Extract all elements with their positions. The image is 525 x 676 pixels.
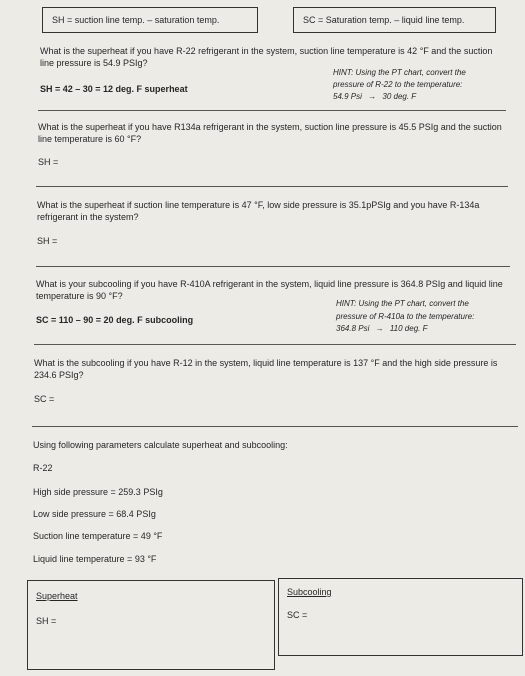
sc-formula: SC = Saturation temp. – liquid line temp. (303, 15, 465, 25)
final-intro: Using following parameters calculate superheat and subcooling: (33, 440, 288, 450)
q5-answer: SC = (34, 394, 55, 404)
sh-formula-box (42, 7, 258, 33)
q2-answer: SH = (38, 157, 59, 167)
subcooling-answer-box (278, 578, 523, 656)
arrow-right-icon: → (375, 324, 384, 333)
divider-5 (32, 426, 518, 427)
q4-answer: SC = 110 – 90 = 20 deg. F subcooling (36, 315, 194, 325)
q3-answer: SH = (37, 236, 58, 246)
q3-text: What is the superheat if suction line temperature is 47 °F, low side pressure is 35.1pPSIg and you have R-134a refrigerant in the system? (37, 200, 480, 222)
superheat-answer-box (27, 580, 275, 670)
final-refrigerant: R-22 (33, 463, 53, 473)
divider-3 (36, 266, 510, 267)
superheat-title: Superheat (36, 591, 78, 601)
final-suction-temp: Suction line temperature = 49 °F (33, 531, 163, 541)
q1-text: What is the superheat if you have R-22 refrigerant in the system, suction line temperature is 42 °F and the suction line pressure is 54.9 PSIg? (40, 46, 493, 68)
q4-hint-from: 364.8 Psi (336, 324, 370, 333)
subcooling-title: Subcooling (287, 587, 332, 597)
q5-text: What is the subcooling if you have R-12 in the system, liquid line temperature is 137 °F and the high side pressure is 234.6 PSIg? (34, 358, 498, 380)
arrow-right-icon: → (368, 92, 377, 101)
divider-2 (36, 186, 508, 187)
final-low-side: Low side pressure = 68.4 PSIg (33, 509, 156, 519)
q1-hint-conversion (333, 91, 416, 103)
q4-text: What is your subcooling if you have R-410A refrigerant in the system, liquid line pressure is 364.8 PSIg and liquid line temperature is 90 °F? (36, 279, 503, 301)
q4-hint-conversion (336, 323, 427, 335)
final-liquid-temp: Liquid line temperature = 93 °F (33, 554, 157, 564)
q4-hint-to: 110 deg. F (389, 324, 428, 333)
q4-hint-line2: pressure of R-410a to the temperature: (336, 312, 475, 321)
q1-answer: SH = 42 – 30 = 12 deg. F superheat (40, 84, 188, 94)
q1-hint-line2: pressure of R-22 to the temperature: (333, 80, 463, 89)
q1-hint-to: 30 deg. F (382, 92, 417, 101)
q4-hint-line1: HINT: Using the PT chart, convert the (336, 299, 469, 308)
final-high-side: High side pressure = 259.3 PSIg (33, 487, 163, 497)
divider-1 (38, 110, 506, 111)
sh-formula: SH = suction line temp. – saturation temp. (52, 15, 220, 25)
superheat-field[interactable]: SH = (36, 616, 57, 626)
sc-formula-box (293, 7, 496, 33)
q2-text: What is the superheat if you have R134a refrigerant in the system, suction line pressure is 45.5 PSIg and the suction line temperature is 60 °F? (38, 122, 502, 144)
q1-hint-from: 54.9 Psi (333, 92, 362, 101)
divider-4 (34, 344, 516, 345)
subcooling-field[interactable]: SC = (287, 610, 308, 620)
q1-hint-line1: HINT: Using the PT chart, convert the (333, 68, 466, 77)
